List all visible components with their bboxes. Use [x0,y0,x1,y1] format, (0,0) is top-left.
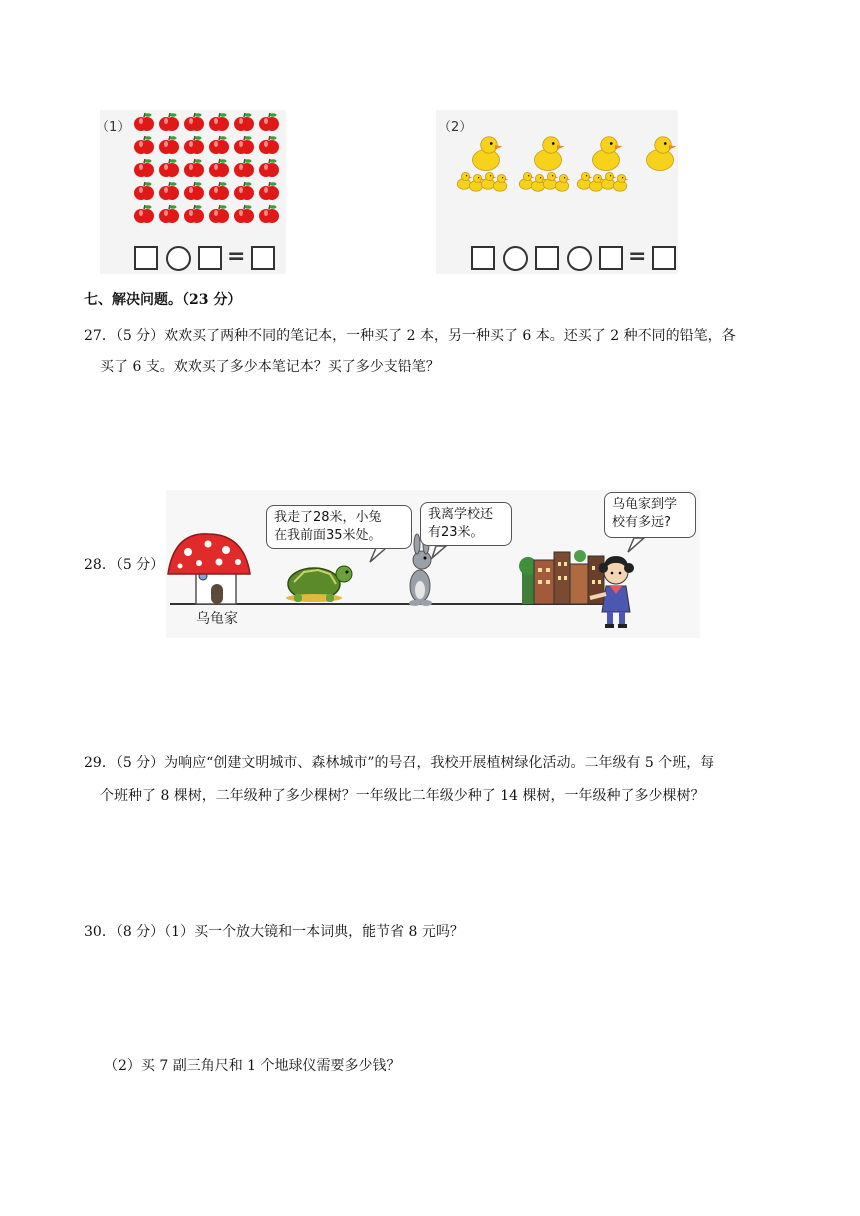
turtle-speech-line-1: 我走了28米，小兔 [274,510,382,525]
duck-icon [535,137,565,171]
apple-icon [184,159,204,177]
duckling-icon [555,174,570,191]
rabbit-speech-bubble [420,502,512,546]
apple-icon [159,205,179,223]
question-28-label: 28．（5 分） [84,557,165,573]
duck-icon [593,137,623,171]
answer-box[interactable] [535,246,559,270]
apple-icon [209,205,229,223]
apple-icon [134,136,154,154]
section-heading: 七、解决问题。（23 分） [84,292,242,308]
apple-icon [134,113,154,131]
rabbit-speech-line-1: 我离学校还 [428,507,494,522]
apple-icon [259,159,279,177]
question-27-line-1: 27．（5 分）欢欢买了两种不同的笔记本，一种买了 2 本，另一种买了 6 本。还买了 2 种不同的铅笔，各 [84,328,736,344]
apple-icon [184,136,204,154]
equals-sign: = [227,244,246,269]
apple-icon [159,159,179,177]
apple-icon [184,182,204,200]
turtle-speech-bubble [266,505,412,549]
rabbit-speech-line-2: 有23米。 [428,525,484,540]
operator-circle[interactable] [503,246,528,271]
apple-icon [259,182,279,200]
apple-icon [184,113,204,131]
mushroom-house-icon [168,534,250,604]
answer-box[interactable] [198,246,222,270]
question-30-part-1: 30．（8 分）（1）买一个放大镜和一本词典，能节省 8 元吗？ [84,924,464,940]
question-29-line-2: 个班种了 8 棵树，二年级种了多少棵树？一年级比二年级少种了 14 棵树，一年级种了多少棵树？ [100,788,705,804]
apple-icon [234,159,254,177]
turtle-icon [286,566,352,602]
girl-speech-line-2: 校有多远? [612,515,671,530]
apple-icon [159,182,179,200]
apple-grid [132,110,284,230]
apple-icon [259,136,279,154]
apple-icon [259,113,279,131]
apple-icon [159,136,179,154]
apple-icon [209,113,229,131]
apple-icon [234,136,254,154]
question-29-line-1: 29．（5 分）为响应“创建文明城市、森林城市”的号召，我校开展植树绿化活动。二年级有 5 个班，每 [84,755,715,771]
turtle-speech-line-2: 在我前面35米处。 [274,528,382,543]
operator-circle[interactable] [166,246,191,271]
apple-icon [209,136,229,154]
figure-1-label: （1） [96,120,131,135]
answer-box[interactable] [652,246,676,270]
question-30-part-2: （2）买 7 副三角尺和 1 个地球仪需要多少钱？ [104,1058,401,1074]
apple-icon [259,205,279,223]
apple-icon [134,205,154,223]
answer-box[interactable] [134,246,158,270]
figure-2-label: （2） [438,120,473,135]
duckling-icon [493,174,508,191]
duck-icon [647,137,677,171]
apple-icon [234,205,254,223]
operator-circle[interactable] [567,246,592,271]
question-27-line-2: 买了 6 支。欢欢买了多少本笔记本？买了多少支铅笔？ [100,359,440,375]
apple-icon [134,159,154,177]
girl-speech-bubble [604,492,696,538]
apple-icon [184,205,204,223]
girl-speech-line-1: 乌龟家到学 [612,497,678,512]
apple-icon [234,113,254,131]
duckling-icon [613,174,628,191]
answer-box[interactable] [471,246,495,270]
home-label: 乌龟家 [196,611,238,627]
apple-icon [234,182,254,200]
duck-groups [456,128,680,194]
answer-box[interactable] [251,246,275,270]
apple-icon [159,113,179,131]
apple-icon [209,159,229,177]
answer-box[interactable] [599,246,623,270]
apple-icon [134,182,154,200]
equals-sign: = [628,244,647,269]
duck-icon [473,137,503,171]
apple-icon [209,182,229,200]
